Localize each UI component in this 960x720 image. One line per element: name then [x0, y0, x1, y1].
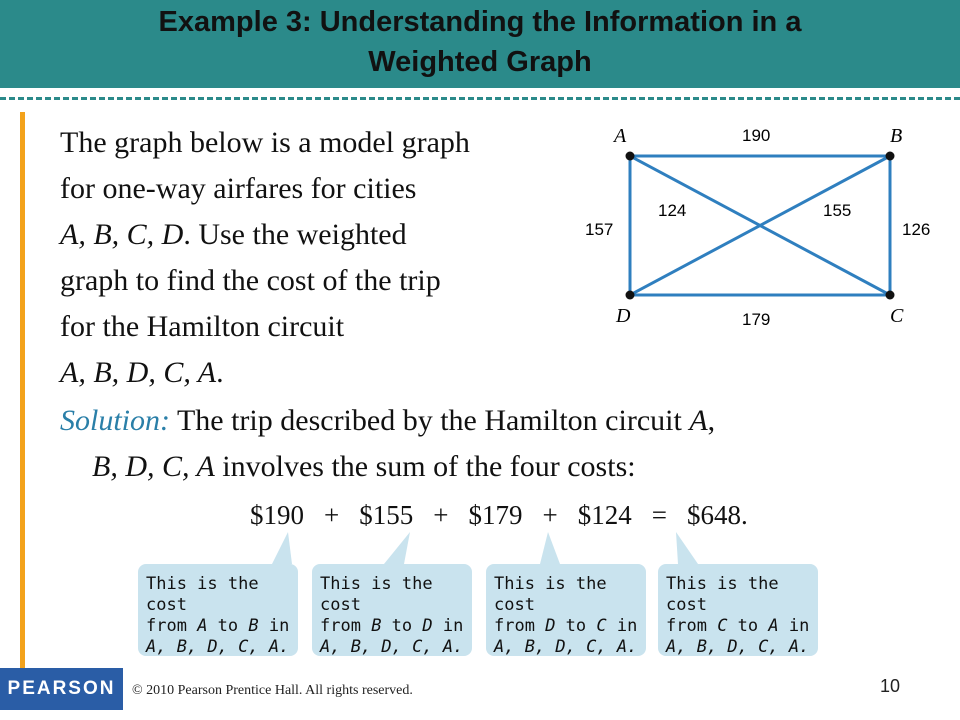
vertex-a-dot: [626, 152, 635, 161]
weighted-graph: [580, 118, 950, 338]
callout-2-line-1: This is the cost: [320, 574, 433, 615]
callout-3-to: C: [596, 616, 607, 636]
slide-title-line1: Example 3: Understanding the Information in a: [158, 6, 802, 38]
solution-circuit-2: B, D, C, A: [92, 450, 215, 483]
vertex-c-dot: [886, 291, 895, 300]
term-1: $190: [250, 500, 304, 530]
callout-3-circuit: A, B, D, C, A.: [494, 637, 638, 657]
callout-1-from: A: [197, 616, 208, 636]
vertex-d-label: D: [616, 305, 631, 327]
term-2: $155: [359, 500, 414, 530]
solution-comma: ,: [707, 404, 716, 437]
callout-1-to-word: to: [207, 616, 249, 636]
plus-1: +: [324, 500, 340, 530]
title-bar: [0, 0, 960, 88]
problem-line-2: for one-way airfares for cities: [60, 172, 417, 205]
callout-4-circuit: A, B, D, C, A.: [666, 637, 810, 657]
weight-b-d: 155: [823, 201, 852, 220]
problem-line-3: [60, 212, 580, 258]
callout-2-from: B: [371, 616, 382, 636]
callout-3: [486, 564, 646, 656]
pearson-logo: PEARSON: [0, 668, 123, 710]
callout-4-line-3: [666, 637, 810, 658]
copyright-notice: © 2010 Pearson Prentice Hall. All rights reserved.: [132, 683, 413, 698]
vertex-a-label: A: [614, 125, 627, 147]
callout-4-in-word: in: [778, 616, 810, 636]
total-cost: $648.: [686, 500, 748, 530]
slide-title-line2: Weighted Graph: [368, 46, 592, 78]
callout-3-line-3: [494, 637, 638, 658]
callout-1-to: B: [248, 616, 259, 636]
weight-d-a: 157: [585, 220, 614, 239]
problem-text: [60, 120, 580, 396]
slide-title: [0, 2, 960, 82]
solution-circuit-1: A: [689, 404, 708, 437]
callout-pointer-1: [272, 532, 292, 564]
callout-4-line-2: [666, 616, 810, 637]
callout-1-line-1: This is the cost: [146, 574, 259, 615]
callout-pointer-3: [540, 532, 560, 564]
period: .: [216, 356, 224, 389]
solution-text-2: involves the sum of the four costs:: [214, 450, 636, 483]
callout-2: [312, 564, 472, 656]
cities-list: A, B, C, D: [60, 218, 184, 251]
weight-a-c: 124: [658, 201, 687, 220]
weight-a-b: 190: [742, 126, 771, 145]
vertex-d-dot: [626, 291, 635, 300]
callout-4-to: A: [768, 616, 779, 636]
callout-2-to-word: to: [381, 616, 423, 636]
solution-text-1: The trip described by the Hamilton circuit: [170, 404, 690, 437]
callout-1-from-word: from: [146, 616, 198, 636]
plus-2: +: [433, 500, 449, 530]
problem-line-1: The graph below is a model graph: [60, 126, 470, 159]
callout-pointer-4: [676, 532, 698, 564]
solution-text: [60, 398, 930, 490]
callout-3-line-2: [494, 616, 638, 637]
callout-1-circuit: A, B, D, C, A.: [146, 637, 290, 657]
problem-line-6: [60, 350, 580, 396]
accent-bar: [20, 112, 25, 684]
callout-4-line-1: This is the cost: [666, 574, 779, 615]
callout-4-to-word: to: [727, 616, 769, 636]
weight-c-d: 179: [742, 310, 771, 329]
callout-4: [658, 564, 818, 656]
hamilton-circuit: A, B, D, C, A: [60, 356, 217, 389]
vertex-c-label: C: [890, 305, 904, 327]
callout-3-from-word: from: [494, 616, 546, 636]
callout-pointer-2: [384, 532, 410, 564]
problem-line-4: graph to find the cost of the trip: [60, 264, 441, 297]
callout-3-to-word: to: [555, 616, 597, 636]
equals-sign: =: [651, 500, 667, 530]
callout-4-from-word: from: [666, 616, 718, 636]
callout-3-from: D: [545, 616, 556, 636]
solution-line-2: [60, 444, 930, 490]
vertex-b-label: B: [890, 125, 903, 147]
callout-2-in-word: in: [432, 616, 464, 636]
callout-2-from-word: from: [320, 616, 372, 636]
callout-2-to: D: [422, 616, 433, 636]
callout-1-line-3: [146, 637, 290, 658]
callout-4-from: C: [717, 616, 728, 636]
problem-line-3-rest: . Use the weighted: [183, 218, 407, 251]
cost-equation: [250, 500, 748, 531]
solution-label: Solution:: [60, 404, 170, 437]
dashed-divider: [0, 97, 960, 100]
callout-2-line-2: [320, 616, 464, 637]
plus-3: +: [542, 500, 558, 530]
problem-line-5: for the Hamilton circuit: [60, 310, 345, 343]
page-number: 10: [880, 676, 901, 696]
term-4: $124: [577, 500, 632, 530]
solution-line-1: [60, 404, 715, 437]
vertex-b-dot: [886, 152, 895, 161]
weight-b-c: 126: [902, 220, 931, 239]
callout-2-line-3: [320, 637, 464, 658]
callout-1: [138, 564, 298, 656]
callout-3-in-word: in: [606, 616, 638, 636]
callout-2-circuit: A, B, D, C, A.: [320, 637, 464, 657]
callout-1-in-word: in: [258, 616, 290, 636]
callout-1-line-2: [146, 616, 290, 637]
term-3: $179: [468, 500, 523, 530]
callout-3-line-1: This is the cost: [494, 574, 607, 615]
